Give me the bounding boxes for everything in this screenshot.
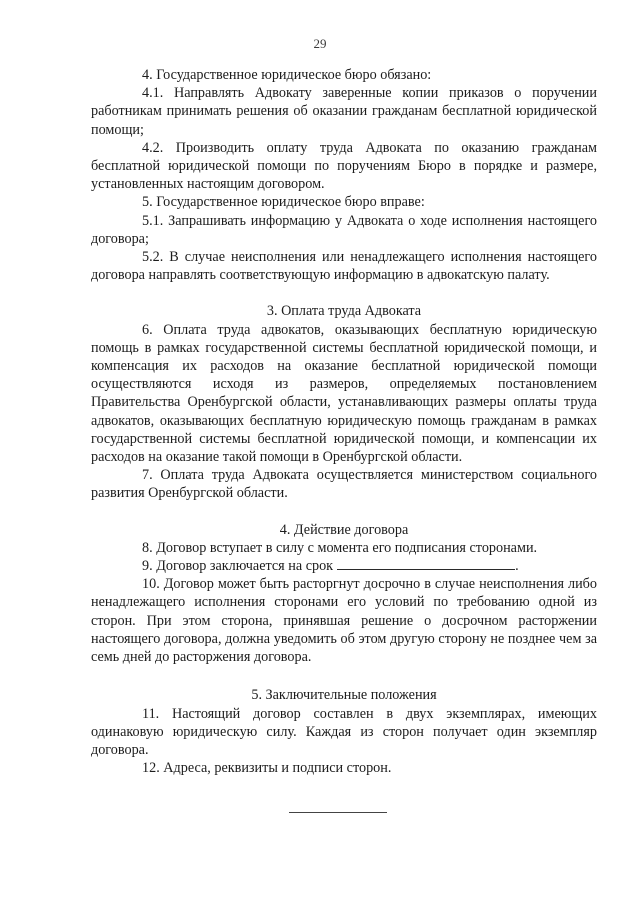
section-heading-final: 5. Заключительные положения xyxy=(251,687,437,704)
clause-5: 5. Государственное юридическое бюро вправе: xyxy=(142,194,425,211)
clause-5-2: 5.2. В случае неисполнения или ненадлежащего исполнения настоящего договора направлять соответствующую информацию в адвокатскую палату. xyxy=(91,249,597,284)
clause-5-1: 5.1. Запрашивать информацию у Адвоката о ходе исполнения настоящего договора; xyxy=(91,212,597,247)
clause-9 xyxy=(91,557,597,575)
clause-8: 8. Договор вступает в силу с момента его подписания сторонами. xyxy=(142,539,538,556)
clause-4-2: 4.2. Производить оплату труда Адвоката по оказанию гражданам бесплатной юридической помощи по поручениям Бюро в порядке и размере, установленных настоящим договором. xyxy=(91,139,597,193)
clause-12: 12. Адреса, реквизиты и подписи сторон. xyxy=(142,760,392,777)
page-number: 29 xyxy=(313,36,327,51)
clause-9-text: 9. Договор заключается на срок xyxy=(142,558,334,575)
section-heading-validity: 4. Действие договора xyxy=(279,521,409,538)
clause-11: 11. Настоящий договор составлен в двух экземплярах, имеющих одинаковую юридическую силу. Каждая из сторон получает один экземпляр договора. xyxy=(91,705,597,758)
clause-9-end: . xyxy=(515,558,519,575)
clause-4-1: 4.1. Направлять Адвокату заверенные копии приказов о поручении работникам принимать решения об оказании гражданам бесплатной юридической помощи; xyxy=(91,85,597,138)
document-body xyxy=(91,66,597,777)
term-blank-line xyxy=(337,557,515,570)
clause-10: 10. Договор может быть расторгнут досрочно в случае неисполнения либо ненадлежащего исполнения сторонами его условий по требованию одной из сторон. При этом сторона, принявшая решение о досрочном расторжении настоящего договора, должна уведомить об этом другую сторону не позднее чем за семь дней до расторжения договора. xyxy=(91,576,597,666)
clause-7: 7. Оплата труда Адвоката осуществляется министерством социального развития Оренбургской области. xyxy=(91,467,597,502)
end-divider-line xyxy=(289,812,387,813)
clause-4: 4. Государственное юридическое бюро обязано: xyxy=(142,67,432,83)
clause-6: 6. Оплата труда адвокатов, оказывающих бесплатную юридическую помощь в рамках государственной системы бесплатной юридической помощи, и компенсация их расходов на оказание бесплатной юридической помощи осуществляются исходя из размеров, определяемых постановлением Правительства Оренбургской области, устанавливающих размеры оплаты труда адвокатов, оказывающих бесплатную юридическую помощь гражданам в рамках государственной системы бесплатной юридической помощи, и компенсации их расходов на оказание такой помощи в Оренбургской области. xyxy=(91,321,597,466)
section-heading-payment: 3. Оплата труда Адвоката xyxy=(266,303,422,320)
